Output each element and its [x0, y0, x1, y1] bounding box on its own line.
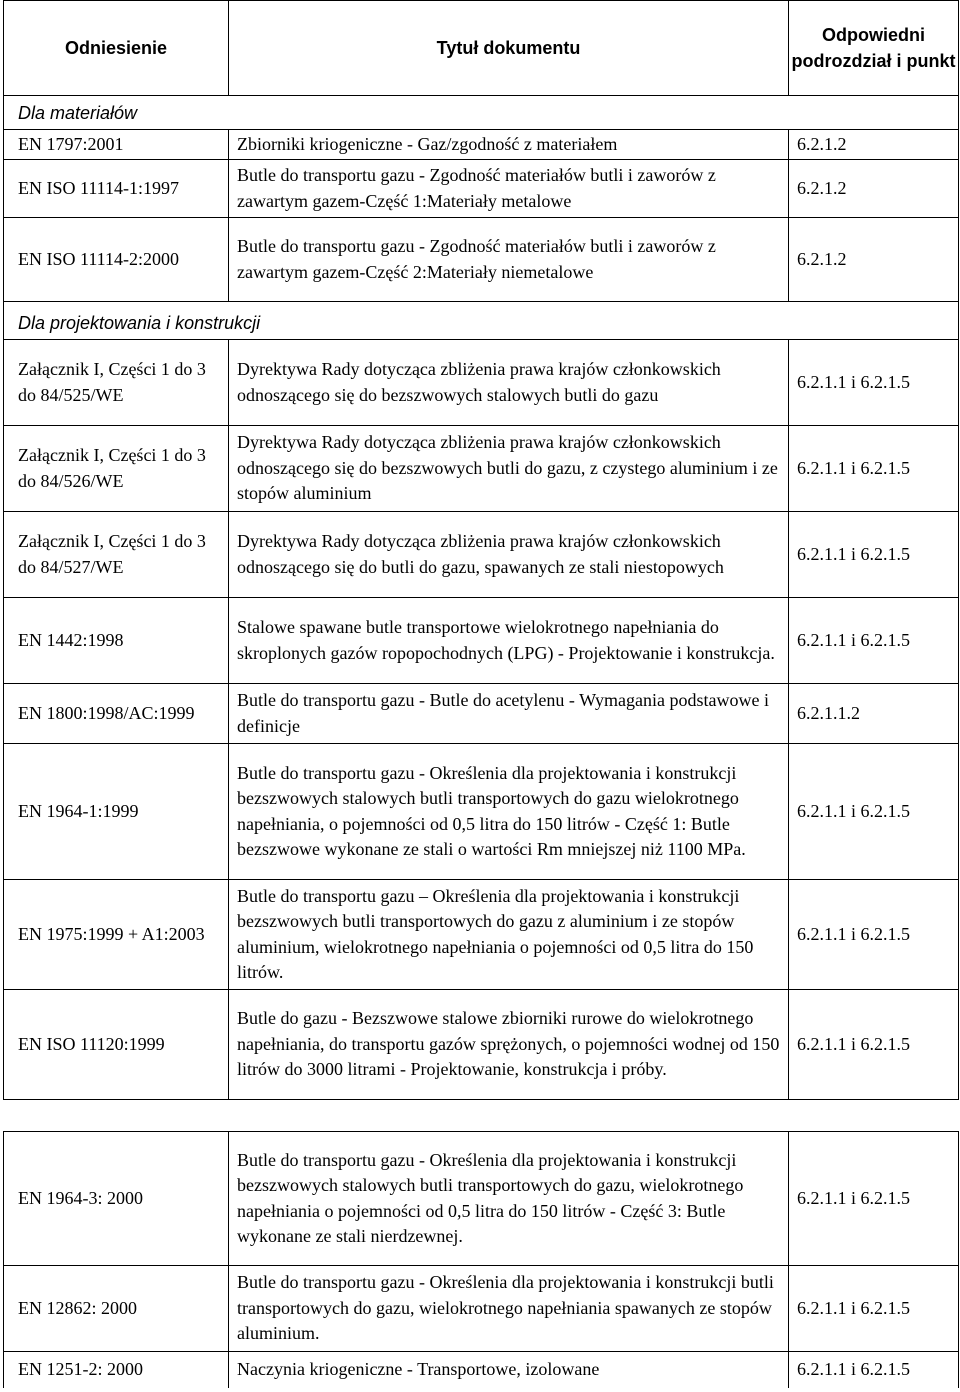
section-row	[4, 96, 959, 130]
clause-cell: 6.2.1.1 i 6.2.1.5	[789, 512, 959, 598]
title-cell: Butle do transportu gazu - Butle do acetylenu - Wymagania podstawowe i definicje	[229, 684, 789, 744]
section-materials: Dla materiałów	[4, 96, 959, 130]
title-cell: Dyrektywa Rady dotycząca zbliżenia prawa krajów członkowskich odnoszącego się do bezszwowych butli do gazu, z czystego aluminium i ze stopów aluminium	[229, 426, 789, 512]
table-row	[4, 218, 959, 302]
table-row	[4, 426, 959, 512]
col-header-title: Tytuł dokumentu	[229, 1, 789, 96]
ref-cell: EN 1964-3: 2000	[4, 1132, 229, 1266]
ref-cell: EN 1975:1999 + A1:2003	[4, 880, 229, 990]
ref-cell: EN ISO 11120:1999	[4, 990, 229, 1100]
ref-cell: EN 1797:2001	[4, 130, 229, 160]
table-row	[4, 1266, 959, 1352]
clause-cell: 6.2.1.2	[789, 130, 959, 160]
table-row	[4, 512, 959, 598]
title-cell: Butle do transportu gazu – Określenia dla projektowania i konstrukcji bezszwowych butli transportowych do gazu z aluminium i ze stopów aluminium, wielokrotnego napełniania o pojemności od 0,5 litra do 150 litrów.	[229, 880, 789, 990]
table-row	[4, 880, 959, 990]
title-cell: Butle do transportu gazu - Określenia dla projektowania i konstrukcji bezszwowych stalowych butli transportowych do gazu, wielokrotnego napełniania o pojemności od 0,5 litra do 150 litrów - Część 3: Butle wykonane ze stali nierdzewnej.	[229, 1132, 789, 1266]
clause-cell: 6.2.1.1 i 6.2.1.5	[789, 1132, 959, 1266]
title-cell: Butle do gazu - Bezszwowe stalowe zbiorniki rurowe do wielokrotnego napełniania, do transportu gazów sprężonych, o pojemności wodnej od 150 litrów do 3000 litrami - Projektowanie, konstrukcja i próby.	[229, 990, 789, 1100]
section-row	[4, 302, 959, 340]
title-cell: Butle do transportu gazu - Zgodność materiałów butli i zaworów z zawartym gazem-Część 1:Materiały metalowe	[229, 160, 789, 218]
clause-cell: 6.2.1.1 i 6.2.1.5	[789, 880, 959, 990]
title-cell: Dyrektywa Rady dotycząca zbliżenia prawa krajów członkowskich odnoszącego się do bezszwowych stalowych butli do gazu	[229, 340, 789, 426]
title-cell: Butle do transportu gazu - Określenia dla projektowania i konstrukcji bezszwowych stalowych butli transportowych do gazu wielokrotnego napełniania, o pojemności od 0,5 litra do 150 litrów - Część 1: Butle bezszwowe wykonane ze stali o wartości Rm mniejszej niż 1100 MPa.	[229, 744, 789, 880]
title-cell: Naczynia kriogeniczne - Transportowe, izolowane	[229, 1352, 789, 1388]
title-cell: Butle do transportu gazu - Zgodność materiałów butli i zaworów z zawartym gazem-Część 2:Materiały niemetalowe	[229, 218, 789, 302]
clause-cell: 6.2.1.2	[789, 160, 959, 218]
standards-table	[3, 0, 959, 1100]
title-cell: Butle do transportu gazu - Określenia dla projektowania i konstrukcji butli transportowych do gazu, wielokrotnego napełniania spawanych ze stopów aluminium.	[229, 1266, 789, 1352]
ref-cell: EN 1800:1998/AC:1999	[4, 684, 229, 744]
table-row	[4, 160, 959, 218]
clause-cell: 6.2.1.1 i 6.2.1.5	[789, 340, 959, 426]
table-row	[4, 1352, 959, 1388]
col-header-reference: Odniesienie	[4, 1, 229, 96]
ref-cell: EN 1442:1998	[4, 598, 229, 684]
section-design: Dla projektowania i konstrukcji	[4, 302, 959, 340]
ref-cell: Załącznik I, Części 1 do 3 do 84/527/WE	[4, 512, 229, 598]
table-row	[4, 684, 959, 744]
title-cell: Dyrektywa Rady dotycząca zbliżenia prawa krajów członkowskich odnoszącego się do butli do gazu, spawanych ze stali niestopowych	[229, 512, 789, 598]
ref-cell: EN 1964-1:1999	[4, 744, 229, 880]
table-row	[4, 340, 959, 426]
clause-cell: 6.2.1.2	[789, 218, 959, 302]
standards-table-continued	[3, 1131, 959, 1388]
clause-cell: 6.2.1.1.2	[789, 684, 959, 744]
ref-cell: EN ISO 11114-1:1997	[4, 160, 229, 218]
clause-cell: 6.2.1.1 i 6.2.1.5	[789, 1352, 959, 1388]
table-row	[4, 744, 959, 880]
table-row	[4, 990, 959, 1100]
table-row	[4, 598, 959, 684]
clause-cell: 6.2.1.1 i 6.2.1.5	[789, 426, 959, 512]
ref-cell: Załącznik I, Części 1 do 3 do 84/526/WE	[4, 426, 229, 512]
header-row	[4, 1, 959, 96]
col-header-clause: Odpowiedni podrozdział i punkt	[789, 1, 959, 96]
clause-cell: 6.2.1.1 i 6.2.1.5	[789, 744, 959, 880]
ref-cell: Załącznik I, Części 1 do 3 do 84/525/WE	[4, 340, 229, 426]
clause-cell: 6.2.1.1 i 6.2.1.5	[789, 990, 959, 1100]
title-cell: Stalowe spawane butle transportowe wielokrotnego napełniania do skroplonych gazów ropopochodnych (LPG) - Projektowanie i konstrukcja.	[229, 598, 789, 684]
ref-cell: EN 1251-2: 2000	[4, 1352, 229, 1388]
title-cell: Zbiorniki kriogeniczne - Gaz/zgodność z materiałem	[229, 130, 789, 160]
ref-cell: EN ISO 11114-2:2000	[4, 218, 229, 302]
clause-cell: 6.2.1.1 i 6.2.1.5	[789, 598, 959, 684]
clause-cell: 6.2.1.1 i 6.2.1.5	[789, 1266, 959, 1352]
table-row	[4, 1132, 959, 1266]
ref-cell: EN 12862: 2000	[4, 1266, 229, 1352]
table-row	[4, 130, 959, 160]
